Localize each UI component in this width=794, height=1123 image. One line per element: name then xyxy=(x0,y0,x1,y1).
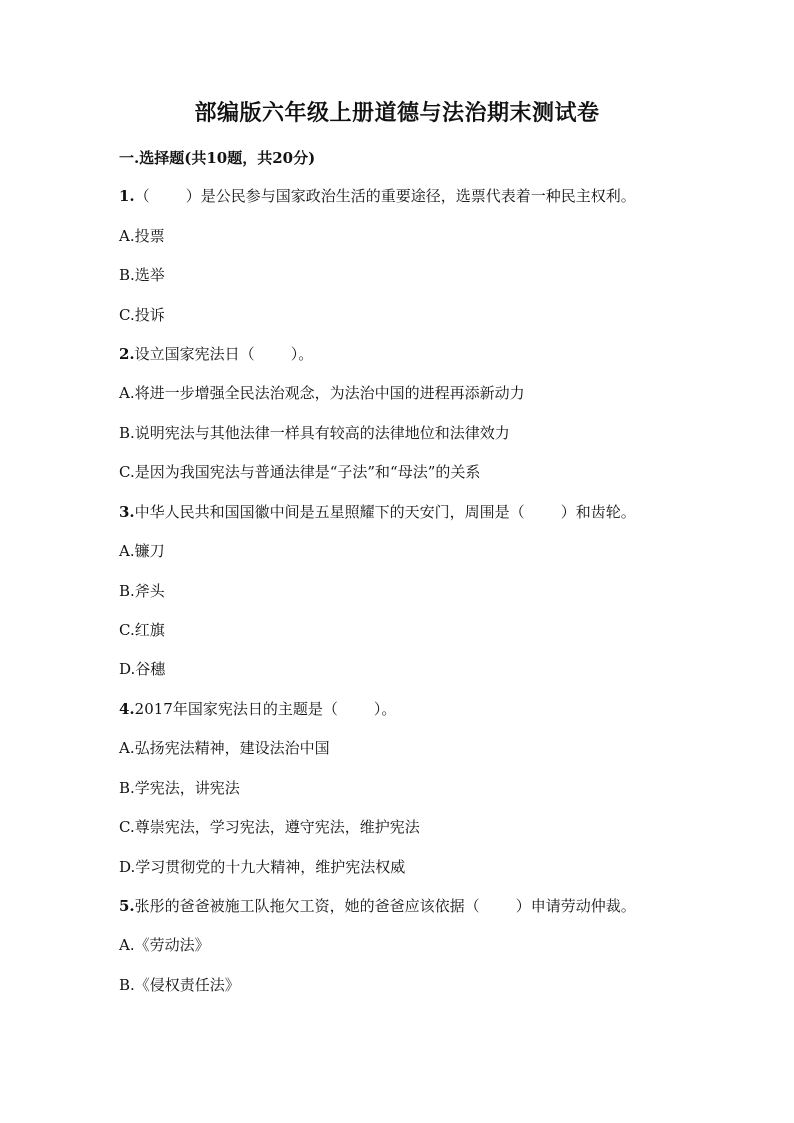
question-text-suffix: ）。 xyxy=(290,345,314,363)
question-5 xyxy=(119,896,636,916)
question-text-suffix: ）。 xyxy=(373,700,397,718)
question-text-suffix: ）申请劳动仲裁。 xyxy=(515,897,636,915)
option-1c: C.投诉 xyxy=(119,306,165,324)
option-2b: B.说明宪法与其他法律一样具有较高的法律地位和法律效力 xyxy=(119,424,510,442)
option-2a: A.将进一步增强全民法治观念，为法治中国的进程再添新动力 xyxy=(119,384,525,402)
question-number: 1. xyxy=(119,187,135,205)
option-4d: D.学习贯彻党的十九大精神，维护宪法权威 xyxy=(119,858,406,876)
question-4 xyxy=(119,699,396,719)
question-2 xyxy=(119,344,313,364)
question-1 xyxy=(119,186,636,206)
question-number: 5. xyxy=(119,897,135,915)
question-3 xyxy=(119,502,636,522)
question-text-prefix: 2017年国家宪法日的主题是（ xyxy=(134,700,338,718)
option-4c: C.尊崇宪法，学习宪法，遵守宪法，维护宪法 xyxy=(119,818,420,836)
question-text-prefix: （ xyxy=(134,187,150,205)
option-4a: A.弘扬宪法精神，建设法治中国 xyxy=(119,739,330,757)
option-1b: B.选举 xyxy=(119,266,165,284)
option-1a: A.投票 xyxy=(119,227,165,245)
option-3a: A.镰刀 xyxy=(119,542,165,560)
option-3c: C.红旗 xyxy=(119,621,165,639)
question-number: 2. xyxy=(119,345,135,363)
question-text-prefix: 设立国家宪法日（ xyxy=(134,345,255,363)
option-3b: B.斧头 xyxy=(119,582,165,600)
question-text-suffix: ）是公民参与国家政治生活的重要途径，选票代表着一种民主权利。 xyxy=(185,187,636,205)
option-4b: B.学宪法，讲宪法 xyxy=(119,779,240,797)
question-number: 4. xyxy=(119,700,135,718)
option-2c: C.是因为我国宪法与普通法律是“子法”和“母法”的关系 xyxy=(119,463,481,481)
option-5a: A.《劳动法》 xyxy=(119,936,210,954)
page-title: 部编版六年级上册道德与法治期末测试卷 xyxy=(194,100,600,126)
question-text-prefix: 中华人民共和国国徽中间是五星照耀下的天安门，周围是（ xyxy=(134,503,525,521)
question-number: 3. xyxy=(119,503,135,521)
option-5b: B.《侵权责任法》 xyxy=(119,976,240,994)
question-text-prefix: 张彤的爸爸被施工队拖欠工资，她的爸爸应该依据（ xyxy=(134,897,480,915)
question-text-suffix: ）和齿轮。 xyxy=(560,503,636,521)
section-heading: 一.选择题(共10题，共20分) xyxy=(119,149,316,167)
option-3d: D.谷穗 xyxy=(119,660,166,678)
